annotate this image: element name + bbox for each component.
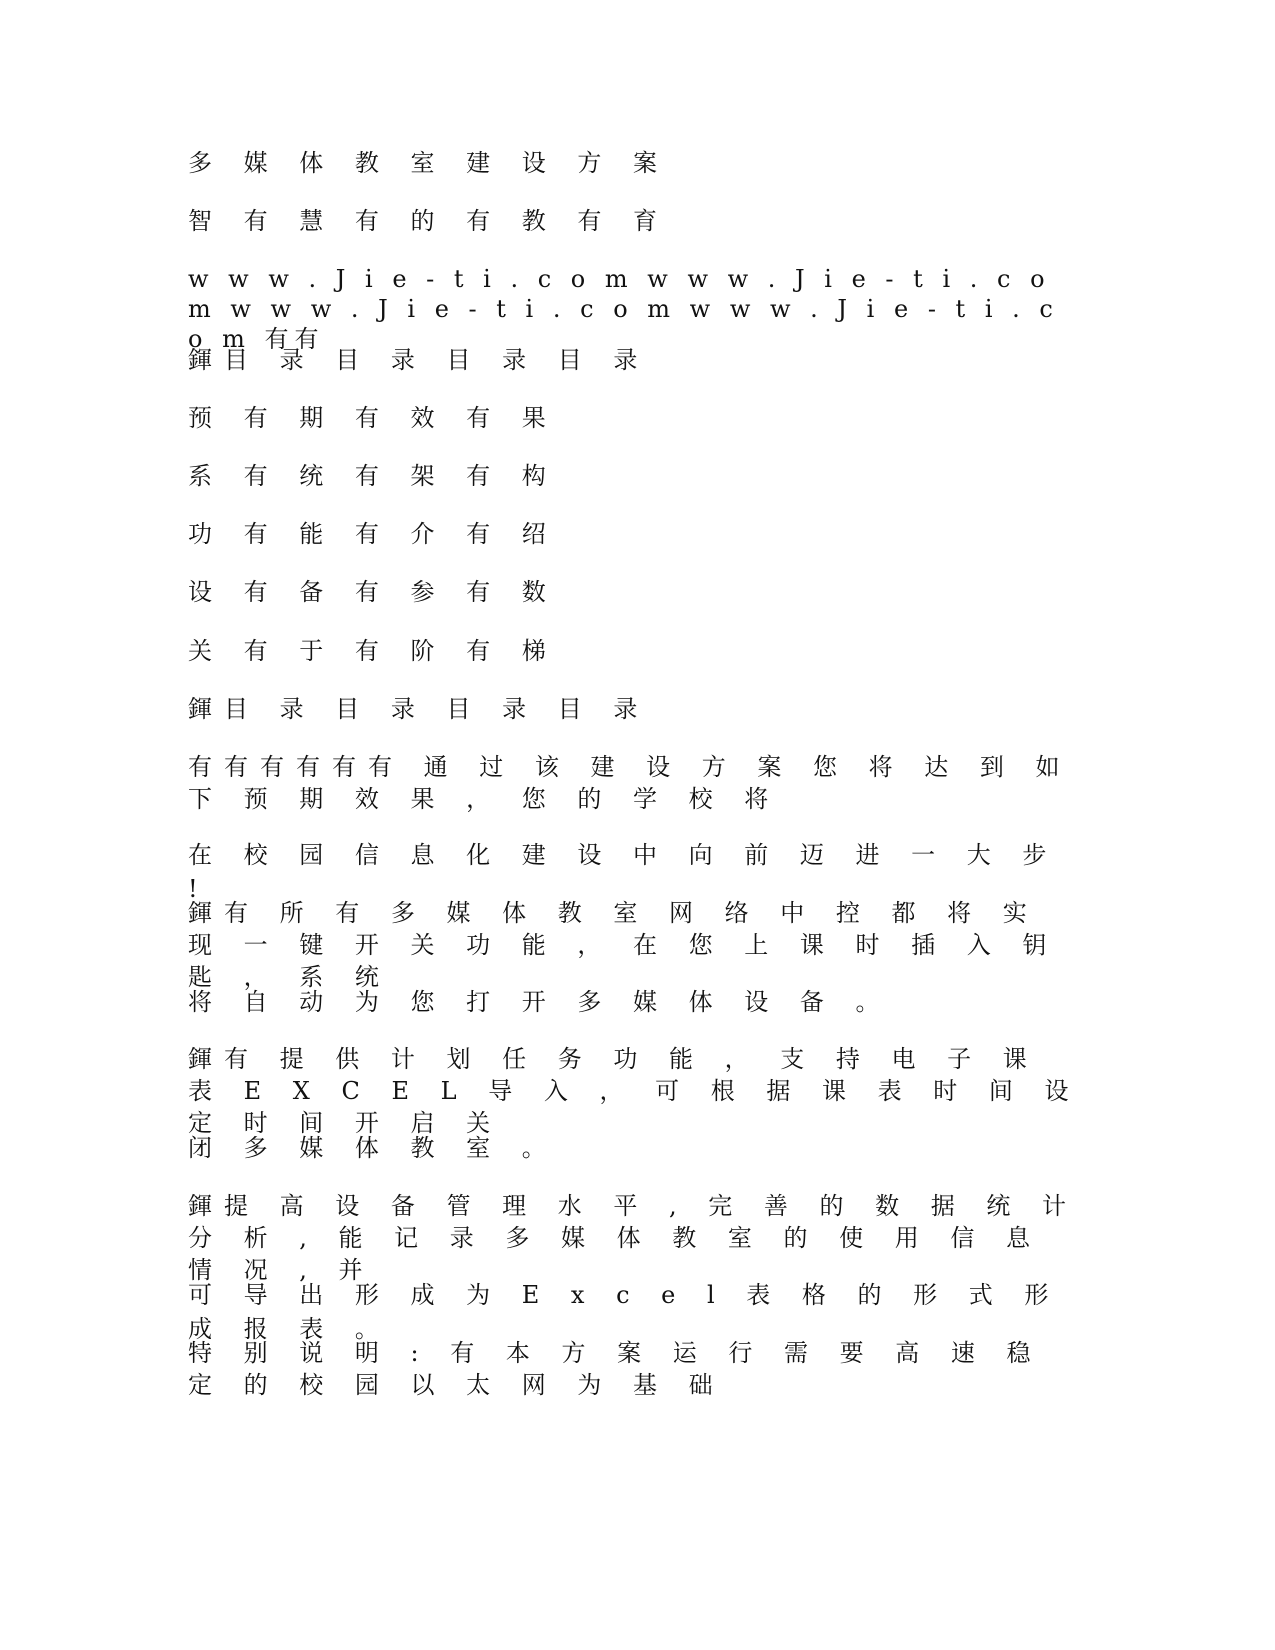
section-heading: 鍕目 录 目 录 目 录 目 录: [188, 695, 650, 723]
intro-paragraph-continued: 在 校 园 信 息 化 建 设 中 向 前 迈 进 一 大 步 !: [188, 841, 1059, 903]
special-note: 特 别 说 明 : 有 本 方 案 运 行 需 要 高 速 稳 定 的 校 园 以 太 网 为 基 础: [188, 1339, 1043, 1399]
document-title: 多 媒 体 教 室 建 设 方 案: [188, 149, 670, 177]
feature-one-key-switch: 鍕有 所 有 多 媒 体 教 室 网 络 中 控 都 将 实 现 一 键 开 关 功 能 ， 在 您 上 课 时 插 入 钥 匙 ， 系 统: [188, 899, 1059, 991]
toc-item-function-intro: 功 有 能 有 介 有 绍: [188, 520, 558, 548]
toc-item-about: 关 有 于 有 阶 有 梯: [188, 637, 558, 665]
intro-paragraph: 有有有有有有 通 过 该 建 设 方 案 您 将 达 到 如 下 预 期 效 果 ， 您 的 学 校 将: [188, 753, 1072, 813]
feature-management-level: 鍕提 高 设 备 管 理 水 平 , 完 善 的 数 据 统 计 分 析 , 能 记 录 多 媒 体 教 室 的 使 用 信 息 情 况 , 并: [188, 1192, 1079, 1284]
toc-item-system-architecture: 系 有 统 有 架 有 构: [188, 462, 558, 490]
feature-schedule-tasks-continued: 闭 多 媒 体 教 室 。: [188, 1134, 558, 1162]
subtitle-line: 智 有 慧 有 的 有 教 有 育: [188, 207, 670, 235]
feature-management-level-continued: 可 导 出 形 成 为 E x c e l 表 格 的 形 式 形 成 报 表 。: [188, 1281, 1061, 1343]
feature-one-key-switch-continued: 将 自 动 为 您 打 开 多 媒 体 设 备 。: [188, 988, 892, 1016]
feature-schedule-tasks: 鍕有 提 供 计 划 任 务 功 能 ， 支 持 电 子 课 表 E X C E L 导 入 ， 可 根 据 课 表 时 间 设 定 时 间 开 启 关: [188, 1045, 1081, 1137]
toc-item-device-params: 设 有 备 有 参 有 数: [188, 578, 558, 606]
toc-item-expected-results: 预 有 期 有 效 有 果: [188, 404, 558, 432]
website-line: w w w . J i e - t i . c o m w w w . J i e - t i . c o m w w w . J i e - t i . c o m w w w . J i e - t i . c o m 有有: [188, 265, 1059, 353]
toc-heading: 鍕目 录 目 录 目 录 目 录: [188, 346, 650, 374]
